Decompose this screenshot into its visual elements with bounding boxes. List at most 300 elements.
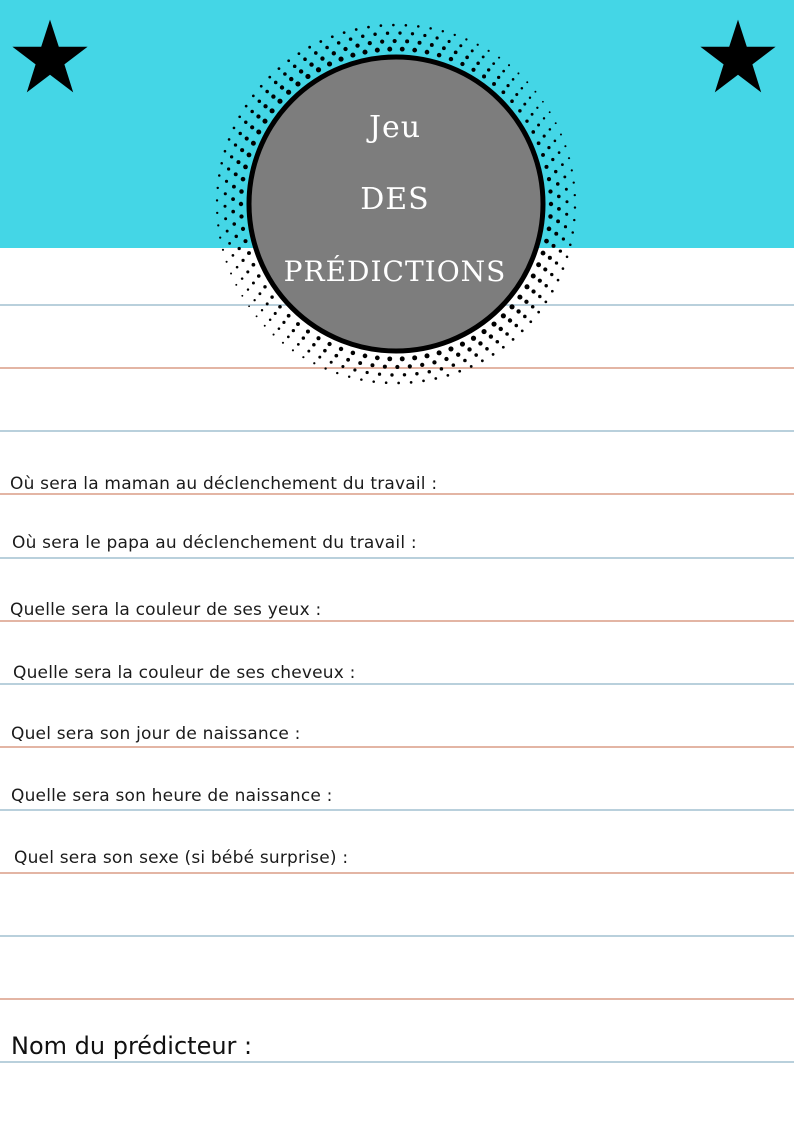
ring-dot — [289, 77, 293, 81]
ring-dot — [387, 356, 392, 361]
ring-dot — [353, 368, 356, 371]
ring-dot — [234, 143, 237, 146]
ring-dot — [217, 187, 219, 189]
ring-dot — [235, 235, 238, 238]
ring-dot — [386, 32, 389, 35]
ring-dot — [491, 321, 496, 326]
ring-dot — [502, 346, 505, 349]
ring-dot — [330, 361, 333, 364]
ring-dot — [537, 311, 540, 314]
ring-dot — [239, 132, 242, 135]
ring-dot — [552, 244, 556, 248]
ring-dot — [398, 31, 401, 34]
ring-dot — [306, 330, 310, 334]
star-icon — [10, 18, 90, 98]
ring-dot — [241, 259, 244, 262]
question-father-location: Où sera le papa au déclenchement du travail : — [12, 533, 417, 553]
ring-dot — [487, 68, 490, 71]
ring-dot — [222, 249, 224, 251]
ring-dot — [574, 206, 576, 208]
ring-dot — [556, 182, 560, 186]
ring-dot — [372, 380, 375, 383]
ring-dot — [549, 202, 553, 206]
ring-dot — [465, 56, 469, 60]
ring-dot — [224, 192, 227, 195]
ring-dot — [378, 373, 381, 376]
ring-dot — [241, 295, 243, 297]
ring-dot — [497, 76, 500, 79]
ring-dot — [516, 309, 520, 313]
ring-dot — [355, 28, 358, 31]
ring-dot — [319, 40, 322, 43]
ring-dot — [437, 53, 442, 58]
ring-dot — [273, 334, 275, 336]
ring-dot — [471, 49, 474, 52]
ring-dot — [309, 62, 313, 66]
ring-dot — [485, 347, 489, 351]
ring-dot — [332, 51, 336, 55]
ring-dot — [521, 87, 524, 90]
ring-dot — [303, 57, 307, 61]
ring-dot — [243, 239, 247, 243]
ring-dot — [418, 41, 422, 45]
ring-dot — [544, 165, 548, 169]
ring-dot — [380, 39, 384, 43]
ring-dot — [336, 372, 338, 374]
ring-dot — [282, 321, 285, 324]
ring-dot — [517, 72, 519, 74]
ring-dot — [349, 37, 353, 41]
ring-dot — [397, 382, 400, 385]
ring-dot — [387, 47, 392, 52]
ring-dot — [430, 43, 434, 47]
question-birth-hour: Quelle sera son heure de naissance : — [11, 786, 333, 806]
ring-dot — [358, 361, 362, 365]
ring-dot — [442, 30, 444, 32]
ring-dot — [554, 140, 557, 143]
ring-dot — [446, 374, 449, 377]
ring-dot — [470, 365, 473, 368]
ring-dot — [526, 81, 528, 83]
ring-dot — [521, 330, 524, 333]
ring-dot — [287, 314, 291, 318]
ring-dot — [412, 48, 417, 53]
ring-dot — [230, 272, 232, 274]
ring-dot — [236, 160, 240, 164]
ring-dot — [436, 36, 439, 39]
ring-dot — [244, 121, 247, 124]
ring-dot — [481, 359, 484, 362]
ring-dot — [482, 74, 486, 78]
ring-dot — [327, 61, 332, 66]
ring-dot — [392, 24, 395, 27]
ring-dot — [454, 50, 458, 54]
ring-dot — [287, 59, 290, 62]
ring-dot — [452, 363, 456, 367]
ring-dot — [220, 162, 223, 165]
ring-dot — [420, 363, 424, 367]
ring-dot — [224, 150, 227, 153]
predictor-name-label: Nom du prédicteur : — [11, 1032, 253, 1060]
ring-dot — [474, 353, 478, 357]
ring-dot — [341, 365, 344, 368]
ring-dot — [268, 76, 271, 79]
ring-dot — [375, 356, 380, 361]
ring-dot — [280, 85, 284, 89]
ring-dot — [557, 195, 561, 199]
ring-dot — [228, 242, 231, 245]
ring-dot — [560, 134, 562, 136]
ring-dot — [558, 151, 561, 154]
ring-dot — [223, 205, 226, 208]
ring-dot — [566, 256, 569, 259]
ring-dot — [549, 111, 551, 113]
ring-dot — [448, 346, 453, 351]
ring-dot — [232, 254, 235, 257]
ring-dot — [523, 315, 527, 319]
ring-dot — [361, 35, 365, 39]
ring-dot — [324, 367, 326, 369]
ring-dot — [411, 32, 414, 35]
ring-dot — [463, 359, 467, 363]
ring-dot — [541, 251, 546, 256]
ring-dot — [348, 376, 350, 378]
ring-dot — [405, 24, 408, 27]
ring-dot — [471, 68, 475, 72]
ring-dot — [292, 329, 295, 332]
question-birth-day: Quel sera son jour de naissance : — [11, 724, 301, 744]
ring-dot — [437, 350, 442, 355]
ring-dot — [318, 356, 321, 359]
ring-dot — [482, 55, 485, 58]
ring-dot — [569, 243, 572, 246]
ring-dot — [551, 290, 554, 293]
ring-dot — [274, 81, 278, 85]
ring-dot — [571, 231, 574, 234]
ring-dot — [432, 360, 436, 364]
ring-dot — [239, 214, 243, 218]
ring-dot — [278, 67, 281, 70]
ring-dot — [554, 232, 558, 236]
ring-dot — [314, 51, 318, 55]
ring-dot — [393, 39, 397, 43]
ring-dot — [308, 46, 311, 49]
question-sex: Quel sera son sexe (si bébé surprise) : — [14, 848, 349, 868]
ring-dot — [478, 341, 482, 345]
ring-dot — [383, 365, 387, 369]
ring-dot — [312, 343, 316, 347]
ring-dot — [367, 26, 370, 29]
ring-dot — [375, 48, 380, 53]
ring-dot — [362, 50, 367, 55]
ring-dot — [423, 34, 426, 37]
ring-dot — [230, 155, 233, 158]
ring-dot — [216, 212, 218, 214]
ring-dot — [302, 356, 304, 358]
ring-dot — [238, 247, 241, 250]
question-mother-location: Où sera la maman au déclenchement du travail : — [10, 474, 438, 494]
ring-dot — [548, 189, 552, 193]
ring-dot — [508, 64, 510, 66]
ring-dot — [542, 101, 544, 103]
ring-dot — [269, 319, 272, 322]
ring-dot — [256, 315, 258, 317]
ring-dot — [368, 41, 372, 45]
ring-dot — [355, 43, 359, 47]
ring-dot — [297, 343, 300, 346]
question-eye-color: Quelle sera la couleur de ses yeux : — [10, 600, 322, 620]
ring-dot — [363, 354, 368, 359]
ring-dot — [543, 117, 545, 119]
ring-dot — [541, 153, 545, 157]
ring-dot — [448, 40, 451, 43]
ring-dot — [385, 381, 388, 384]
ring-dot — [373, 33, 376, 36]
ring-dot — [492, 62, 495, 65]
ring-dot — [562, 237, 565, 240]
ring-dot — [228, 138, 231, 141]
ring-dot — [467, 347, 471, 351]
ring-dot — [561, 163, 564, 166]
ring-dot — [499, 327, 503, 331]
ring-dot — [350, 53, 355, 58]
ring-dot — [410, 381, 413, 384]
ring-dot — [458, 370, 461, 373]
ring-dot — [571, 169, 573, 171]
ring-dot — [481, 329, 486, 334]
ring-dot — [247, 288, 249, 290]
ring-dot — [547, 146, 550, 149]
ring-dot — [227, 167, 230, 170]
ring-dot — [331, 35, 334, 38]
ring-dot — [548, 214, 553, 219]
ring-dot — [325, 46, 329, 50]
ring-dot — [380, 24, 383, 27]
ring-dot — [449, 57, 453, 61]
ring-dot — [551, 158, 554, 161]
ring-dot — [283, 72, 287, 76]
ring-dot — [565, 200, 568, 203]
ring-dot — [564, 145, 566, 147]
ring-dot — [343, 47, 347, 51]
ring-dot — [568, 157, 570, 159]
ring-dot — [548, 256, 552, 260]
ring-dot — [489, 334, 493, 338]
ring-dot — [305, 74, 310, 79]
ring-dot — [544, 284, 547, 287]
ring-dot — [216, 199, 218, 201]
ring-dot — [459, 44, 462, 47]
ring-dot — [370, 363, 374, 367]
ring-dot — [501, 313, 506, 318]
ring-dot — [488, 50, 490, 52]
ring-dot — [508, 318, 512, 322]
question-hair-color: Quelle sera la couleur de ses cheveux : — [13, 663, 356, 683]
ring-dot — [434, 377, 437, 380]
ring-dot — [287, 336, 290, 339]
ring-dot — [512, 338, 515, 341]
ring-dot — [232, 185, 236, 189]
ring-dot — [559, 249, 562, 252]
ring-dot — [298, 52, 301, 55]
ring-dot — [313, 362, 315, 364]
ring-dot — [241, 277, 244, 280]
ring-dot — [295, 81, 300, 86]
ring-dot — [428, 370, 432, 374]
ring-dot — [460, 62, 464, 66]
ring-dot — [477, 44, 479, 46]
ring-dot — [278, 327, 281, 330]
ring-dot — [346, 358, 350, 362]
ring-dot — [505, 332, 509, 336]
ring-dot — [316, 336, 320, 340]
ring-dot — [498, 57, 500, 59]
ring-dot — [555, 122, 557, 124]
ring-dot — [492, 353, 495, 356]
ring-dot — [565, 213, 568, 216]
ring-dot — [337, 41, 341, 45]
ring-dot — [460, 341, 465, 346]
ring-dot — [264, 325, 266, 327]
ring-dot — [454, 34, 456, 36]
ring-dot — [338, 57, 343, 62]
ring-dot — [573, 219, 575, 221]
ring-dot — [408, 364, 412, 368]
ring-dot — [492, 82, 496, 86]
ring-dot — [239, 189, 244, 194]
ring-dot — [514, 324, 518, 328]
ring-dot — [360, 378, 363, 381]
title-line-1: Jeu — [368, 110, 422, 145]
ring-dot — [293, 64, 297, 68]
ring-dot — [218, 174, 221, 177]
ring-dot — [544, 301, 547, 304]
title-line-2: DES — [360, 182, 430, 217]
ring-dot — [233, 127, 236, 130]
ring-dot — [296, 322, 300, 326]
ring-dot — [476, 61, 480, 65]
ring-dot — [339, 347, 343, 351]
ring-dot — [366, 371, 369, 374]
ring-dot — [343, 31, 346, 34]
ring-dot — [405, 39, 409, 43]
ring-dot — [512, 78, 515, 81]
ring-dot — [323, 349, 327, 353]
ring-dot — [240, 148, 244, 152]
ring-dot — [415, 372, 418, 375]
ring-dot — [282, 342, 284, 344]
ring-dot — [239, 202, 243, 206]
ring-dot — [236, 266, 239, 269]
ring-dot — [429, 27, 432, 30]
ring-dot — [241, 177, 246, 182]
page-title — [250, 92, 540, 308]
ring-dot — [424, 353, 429, 358]
ring-dot — [506, 84, 509, 87]
ring-dot — [555, 261, 558, 264]
ring-dot — [444, 357, 448, 361]
ring-dot — [547, 177, 551, 181]
ring-dot — [232, 222, 236, 226]
ring-dot — [292, 349, 294, 351]
ring-dot — [217, 224, 219, 226]
ring-dot — [245, 136, 249, 140]
ring-dot — [529, 320, 532, 323]
ring-dot — [550, 273, 553, 276]
ring-dot — [245, 105, 248, 108]
ring-dot — [299, 69, 303, 73]
ring-dot — [241, 227, 245, 231]
ring-dot — [563, 175, 566, 178]
ring-dot — [496, 340, 500, 344]
ring-dot — [225, 180, 228, 183]
ring-dot — [412, 355, 417, 360]
ring-dot — [400, 356, 405, 361]
ring-dot — [422, 380, 425, 383]
ring-dot — [219, 237, 221, 239]
ring-dot — [557, 207, 561, 211]
ring-dot — [320, 56, 324, 60]
ring-dot — [302, 336, 305, 339]
ring-dot — [390, 373, 393, 376]
ring-dot — [274, 312, 277, 315]
ring-dot — [465, 38, 467, 40]
ring-dot — [544, 239, 549, 244]
ring-dot — [557, 279, 560, 282]
ring-dot — [226, 230, 229, 233]
ring-dot — [442, 46, 446, 50]
ring-dot — [573, 182, 575, 184]
ring-dot — [543, 267, 547, 271]
ring-dot — [471, 336, 476, 341]
ring-dot — [574, 194, 576, 196]
ring-dot — [554, 170, 557, 173]
ring-dot — [456, 352, 460, 356]
ring-dot — [307, 350, 310, 353]
title-line-3: PRÉDICTIONS — [283, 255, 507, 288]
ring-dot — [547, 227, 552, 232]
ring-dot — [351, 351, 356, 356]
ring-dot — [564, 225, 567, 228]
ring-dot — [235, 284, 237, 286]
ring-dot — [231, 197, 235, 201]
ring-dot — [417, 25, 420, 28]
ring-dot — [425, 50, 430, 55]
ring-dot — [549, 128, 552, 131]
ring-dot — [565, 188, 568, 191]
ring-dot — [234, 172, 238, 176]
ring-dot — [226, 261, 228, 263]
star-icon — [698, 18, 778, 98]
ring-dot — [224, 217, 227, 220]
ring-dot — [261, 309, 263, 311]
ring-dot — [556, 219, 560, 223]
ring-dot — [231, 210, 235, 214]
ring-dot — [327, 342, 331, 346]
ring-dot — [316, 67, 321, 72]
ring-dot — [260, 85, 263, 88]
ring-dot — [502, 70, 505, 73]
ring-dot — [403, 373, 406, 376]
ring-dot — [543, 135, 546, 138]
ring-dot — [246, 270, 249, 273]
ring-dot — [238, 115, 241, 118]
ring-dot — [395, 365, 399, 369]
ring-dot — [243, 165, 248, 170]
ring-dot — [440, 367, 444, 371]
ring-dot — [400, 47, 405, 52]
ring-dot — [562, 267, 565, 270]
